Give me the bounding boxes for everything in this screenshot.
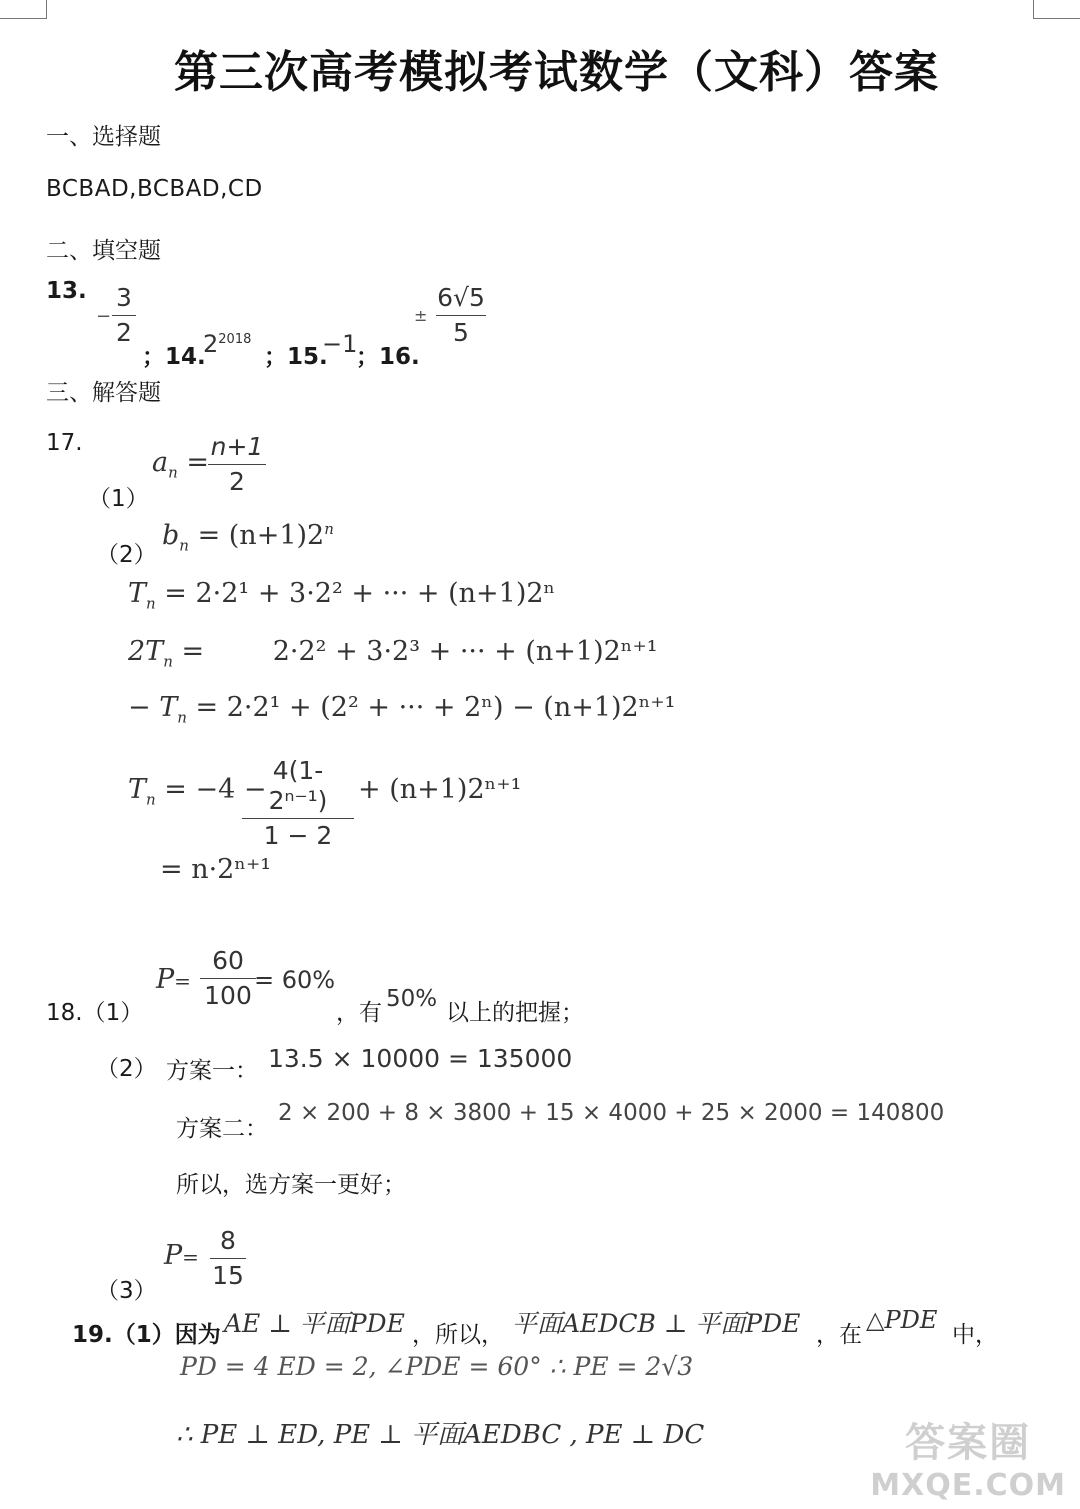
choice-answers: BCBAD,BCBAD,CD	[46, 176, 263, 202]
q13-numerator: 3	[116, 283, 132, 312]
q13-label: 13.	[46, 278, 87, 304]
symbol-2T: 2T	[128, 636, 164, 667]
q19-statement-1: AE ⊥ 平面PDE	[224, 1309, 405, 1338]
q18-percent: 50%	[386, 986, 438, 1012]
symbol-P: P	[156, 964, 175, 995]
q14-exponent: 2018	[218, 332, 252, 347]
q14-answer	[203, 330, 251, 358]
q18-plan1-label: 方案一：	[166, 1058, 258, 1084]
equals-sign: =	[182, 1245, 199, 1269]
q13-fraction	[112, 283, 136, 348]
q15-label: ；15.	[264, 344, 328, 370]
q18-p-lhs	[156, 964, 191, 995]
q16-numerator: 6√5	[437, 283, 485, 312]
minus-Tn-expression: = 2·2¹ + (2² + ··· + 2ⁿ) − (n+1)2ⁿ⁺¹	[195, 692, 676, 723]
q16-label: ；16.	[356, 344, 420, 370]
symbol-T: T	[128, 774, 147, 805]
q17-line-minusTn	[128, 692, 675, 726]
fraction-bar	[208, 464, 266, 465]
q19-line-2: PD = 4 ED = 2, ∠PDE = 60° ∴ PE = 2√3	[180, 1352, 694, 1381]
equals-sign: =	[174, 969, 191, 993]
q17-part1-label: （1）	[88, 486, 149, 512]
watermark-domain: MXQE.COM	[870, 1468, 1066, 1503]
fraction-bar	[242, 818, 354, 819]
page-title: 第三次高考模拟考试数学（文科）答案	[174, 47, 939, 98]
symbol-minus-T: − T	[128, 692, 178, 723]
q16-denominator: 5	[453, 318, 469, 347]
q17-an-fraction	[208, 432, 266, 497]
symbol-a: a	[152, 447, 169, 478]
symbol-b: b	[162, 520, 180, 551]
superscript-n: n	[324, 520, 334, 538]
q14-label: ；14.	[142, 344, 206, 370]
subscript-n: n	[146, 594, 156, 613]
q18-label: 18.（1）	[46, 1000, 144, 1026]
q19-text-in: ，在	[816, 1322, 862, 1348]
q17-an-numerator: n+1	[210, 432, 264, 461]
subscript-n: n	[146, 790, 156, 809]
q18-text-confidence: 以上的把握；	[446, 1000, 584, 1026]
q17-part2-label: （2）	[96, 542, 157, 568]
q17-an-denominator: 2	[229, 467, 245, 496]
q19-line-3: ∴ PE ⊥ ED, PE ⊥ 平面AEDBC , PE ⊥ DC	[176, 1420, 705, 1450]
q17-sum-fraction	[242, 756, 354, 851]
fraction-bar	[210, 1258, 246, 1259]
2Tn-expression: = 2·2² + 3·2³ + ··· + (n+1)2ⁿ⁺¹	[181, 636, 658, 667]
fraction-bar	[200, 978, 256, 979]
solve-heading: 三、解答题	[46, 380, 161, 406]
q19-label: 19.（1）因为	[72, 1322, 221, 1348]
q13-denominator: 2	[116, 318, 132, 347]
bn-expression: = (n+1)2	[197, 520, 325, 551]
q17-sum-numerator: 4(1- 2ⁿ⁻¹)	[268, 756, 328, 815]
q18-p-fraction	[200, 946, 256, 1011]
page-corner-mark-left	[0, 0, 47, 19]
choice-heading: 一、选择题	[46, 124, 161, 150]
subscript-n: n	[168, 463, 178, 482]
subscript-n: n	[177, 708, 187, 727]
fraction-bar	[436, 315, 486, 316]
q18-plan1-expression: 13.5 × 10000 = 135000	[268, 1044, 573, 1073]
q17-final-result: = n·2ⁿ⁺¹	[160, 854, 272, 885]
q18-p-numerator: 60	[212, 946, 244, 975]
q15-answer: −1	[322, 330, 358, 358]
q17-Tn-tail: + (n+1)2ⁿ⁺¹	[358, 774, 522, 805]
q17-bn-line	[162, 520, 334, 554]
symbol-P: P	[164, 1240, 183, 1271]
fill-heading: 二、填空题	[46, 238, 161, 264]
q18-text-have: ，有	[336, 1000, 382, 1026]
watermark-logo	[870, 1411, 1066, 1503]
fraction-bar	[112, 315, 136, 316]
q17-line-Tn	[128, 578, 555, 612]
q18-part3-label: （3）	[96, 1278, 157, 1304]
equals-sign: =	[186, 447, 209, 478]
q18-p3-lhs	[164, 1240, 199, 1271]
q18-part2-label: （2）	[96, 1056, 157, 1082]
q17-label: 17.	[46, 430, 83, 456]
watermark-title: 答案圈	[905, 1420, 1032, 1466]
q13-sign: −	[96, 306, 112, 327]
q19-text-so: ，所以，	[412, 1322, 504, 1348]
q18-p-result: = 60%	[254, 966, 336, 994]
subscript-n: n	[163, 652, 173, 671]
q17-an-lhs	[152, 447, 209, 481]
q14-base: 2	[203, 330, 219, 358]
subscript-n: n	[179, 536, 189, 555]
q18-p3-fraction	[210, 1226, 246, 1291]
q18-plan2-expression: 2 × 200 + 8 × 3800 + 15 × 4000 + 25 × 2000 = 140800	[278, 1100, 945, 1126]
Tn-expression: = 2·2¹ + 3·2² + ··· + (n+1)2ⁿ	[164, 578, 556, 609]
q18-p3-numerator: 8	[220, 1226, 236, 1255]
page-corner-mark-right	[1033, 0, 1080, 19]
q18-p3-denominator: 15	[212, 1261, 244, 1290]
q17-sum-denominator: 1 − 2	[263, 821, 333, 850]
q19-triangle: △PDE	[866, 1306, 938, 1334]
q18-p-denominator: 100	[204, 981, 252, 1010]
q16-fraction	[436, 283, 486, 348]
q16-sign: ±	[414, 306, 428, 325]
Tn-result-prefix: = −4 −	[164, 774, 267, 805]
q19-statement-2: 平面AEDCB ⊥ 平面PDE	[512, 1309, 801, 1338]
symbol-T: T	[128, 578, 147, 609]
q18-plan2-label: 方案二：	[176, 1116, 268, 1142]
q18-conclusion: 所以，选方案一更好；	[176, 1172, 406, 1198]
q19-text-middle: 中，	[952, 1322, 998, 1348]
q17-line-2Tn	[128, 636, 658, 670]
